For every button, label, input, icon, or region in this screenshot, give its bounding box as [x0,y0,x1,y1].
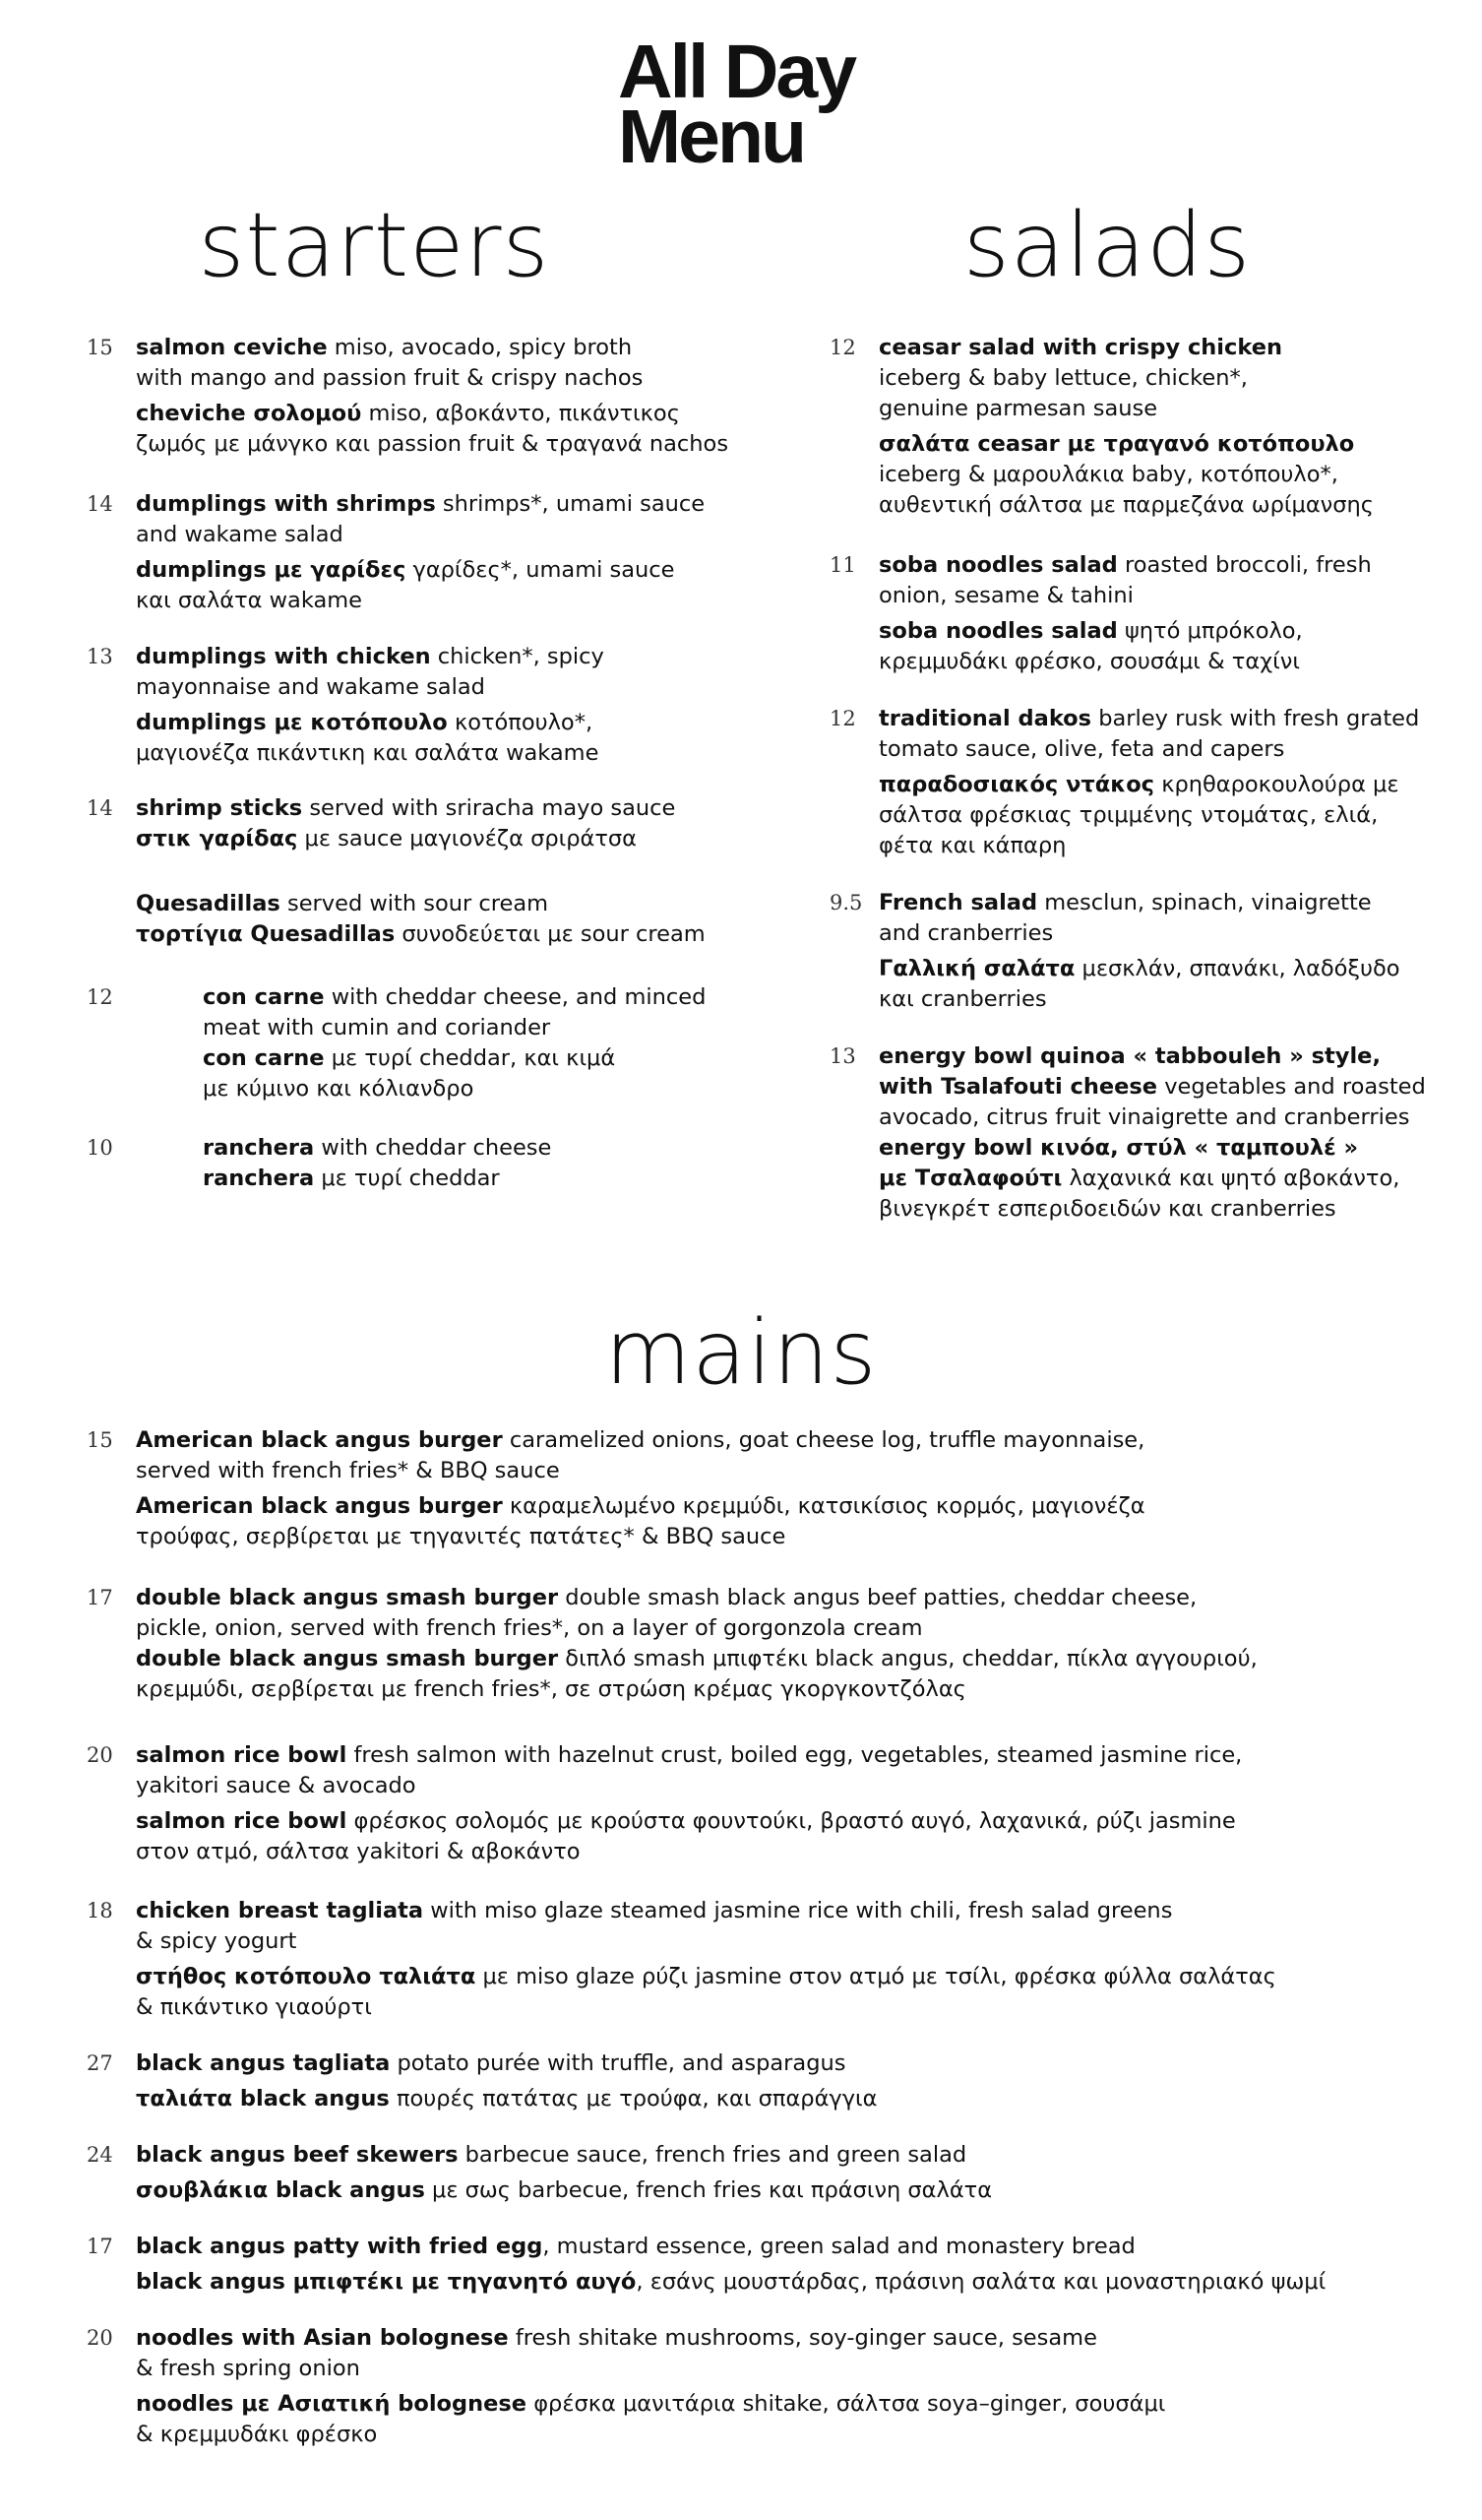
item-name-en: black angus beef skewers [136,2142,459,2168]
item-desc-gr: καραμελωμένο κρεμμύδι, κατσικίσιος κορμός, μαγιονέζα [509,1493,1145,1519]
item-desc-gr: iceberg & μαρουλάκια baby, κοτόπουλο*, [879,462,1338,487]
item-name-gr: σουβλάκια black angus [136,2177,425,2203]
item-desc-gr: & κρεμμυδάκι φρέσκο [136,2422,378,2447]
item-name-gr: στικ γαρίδας [136,826,298,851]
item-desc-en: fresh salmon with hazelnut crust, boiled egg, vegetables, steamed jasmine rice, [353,1742,1243,1768]
item-desc-en: tomato sauce, olive, feta and capers [879,736,1285,762]
item-desc-en: with cheddar cheese, and minced [331,984,707,1010]
item-price: 17 [87,2235,113,2258]
item-desc-gr: κρεμμυδάκι φρέσκο, σουσάμι & ταχίνι [879,649,1300,674]
item-desc-gr: μεσκλάν, σπανάκι, λαδόξυδο [1081,956,1400,981]
item-desc-gr: λαχανικά και ψητό αβοκάντο, [1069,1166,1400,1191]
item-price: 12 [830,707,856,730]
item-name-en: chicken breast tagliata [136,1898,424,1923]
item-desc-en: avocado, citrus fruit vinaigrette and cranberries [879,1104,1410,1130]
item-price: 20 [87,2326,113,2350]
item-desc-gr: συνοδεύεται με sour cream [401,921,706,947]
item-desc-gr: κοτόπουλο*, [454,710,593,735]
salads-heading: salads [962,194,1252,297]
item-name-gr: dumplings με γαρίδες [136,557,406,583]
item-name-en: noodles with Asian bolognese [136,2325,509,2351]
item-desc-en: genuine parmesan sause [879,396,1158,421]
item-desc-en: & spicy yogurt [136,1928,297,1954]
item-desc-en: served with sriracha mayo sauce [309,795,676,821]
item-desc-en: iceberg & baby lettuce, chicken*, [879,365,1248,391]
item-desc-gr: με σως barbecue, french fries και πράσινη σαλάτα [432,2177,993,2203]
item-desc-en: shrimps*, umami sauce [442,491,706,517]
item-desc-en: miso, avocado, spicy broth [334,335,633,360]
item-name-en: traditional dakos [879,706,1092,731]
item-price: 15 [87,1428,113,1452]
item-name-gr: energy bowl κινόα, στύλ « ταμπουλέ » [879,1135,1358,1161]
item-name-gr: σαλάτα ceasar με τραγανό κοτόπουλο [879,431,1355,457]
item-desc-gr: τρούφας, σερβίρεται με τηγανιτές πατάτες* & BBQ sauce [136,1524,786,1549]
item-name-gr: American black angus burger [136,1493,503,1519]
item-name-gr: Γαλλική σαλάτα [879,956,1076,981]
item-name-en: black angus patty with fried egg [136,2234,543,2259]
item-desc-en: barley rusk with fresh grated [1098,706,1420,731]
item-desc-gr: διπλό smash μπιφτέκι black angus, cheddar, πίκλα αγγουριού, [565,1646,1258,1671]
item-desc-en: with miso glaze steamed jasmine rice with chili, fresh salad greens [430,1898,1173,1923]
item-desc-gr: και σαλάτα wakame [136,588,362,613]
item-name-en: con carne [203,984,325,1010]
item-desc-gr: ζωμός με μάνγκο και passion fruit & τραγανά nachos [136,431,729,457]
item-price: 27 [87,2051,113,2075]
item-name-en: black angus tagliata [136,2050,391,2076]
item-name-gr: cheviche σολομού [136,401,362,426]
item-price: 24 [87,2143,113,2167]
item-name-gr: noodles με Ασιατική bolognese [136,2391,527,2417]
item-desc-gr: και cranberries [879,986,1047,1012]
menu-title [618,30,913,179]
item-price: 20 [87,1743,113,1767]
item-name-gr: ranchera [203,1166,315,1191]
item-desc-en: vegetables and roasted [1164,1074,1426,1100]
item-desc-gr: μαγιονέζα πικάντικη και σαλάτα wakame [136,740,599,766]
starters-heading: starters [198,194,550,297]
item-desc-gr: αυθεντική σάλτσα με παρμεζάνα ωρίμανσης [879,492,1374,518]
item-name-en: Quesadillas [136,891,280,916]
item-desc-en: meat with cumin and coriander [203,1015,551,1040]
item-name-en: dumplings with chicken [136,644,431,669]
item-desc-en: and wakame salad [136,522,343,547]
item-price: 18 [87,1899,113,1922]
item-desc-gr: miso, αβοκάντο, πικάντικος [368,401,680,426]
menu-title-line: Menu [618,94,805,179]
item-desc-gr: με τυρί cheddar, και κιμά [331,1045,616,1071]
item-desc-en: potato purée with truffle, and asparagus [397,2050,846,2076]
item-desc-en: roasted broccoli, fresh [1124,552,1372,578]
item-name-gr: con carne [203,1045,325,1071]
item-desc-gr: πουρές πατάτας με τρούφα, και σπαράγγια [396,2086,878,2111]
item-desc-gr: γαρίδες*, umami sauce [412,557,675,583]
item-desc-en: and cranberries [879,920,1054,946]
item-name-gr: στήθος κοτόπουλο ταλιάτα [136,1964,476,1989]
item-desc-gr: με τυρί cheddar [321,1166,500,1191]
item-name-en: ranchera [203,1135,315,1161]
item-price: 9.5 [830,891,863,914]
item-desc-en: fresh shitake mushrooms, soy-ginger sauce, sesame [515,2325,1097,2351]
item-desc-gr: σάλτσα φρέσκιας τριμμένης ντομάτας, ελιά, [879,802,1379,828]
item-price: 17 [87,1586,113,1609]
item-price: 11 [830,553,856,577]
item-name-en: dumplings with shrimps [136,491,436,517]
item-name-gr: με Τσαλαφούτι [879,1166,1063,1191]
item-desc-gr: βινεγκρέτ εσπεριδοειδών και cranberries [879,1196,1336,1222]
item-desc-gr: με miso glaze ρύζι jasmine στον ατμό με τσίλι, φρέσκα φύλλα σαλάτας [482,1964,1276,1989]
item-desc-en: pickle, onion, served with french fries*, on a layer of gorgonzola cream [136,1615,923,1641]
item-desc-en: barbecue sauce, french fries and green salad [464,2142,967,2168]
item-desc-en: , mustard essence, green salad and monastery bread [542,2234,1136,2259]
item-desc-en: caramelized onions, goat cheese log, truffle mayonnaise, [509,1427,1145,1453]
item-name-en: salmon ceviche [136,335,328,360]
item-price: 13 [87,645,113,668]
item-desc-en: with mango and passion fruit & crispy nachos [136,365,644,391]
item-desc-gr: , εσάνς μουστάρδας, πράσινη σαλάτα και μοναστηριακό ψωμί [636,2269,1327,2295]
item-desc-en: onion, sesame & tahini [879,583,1134,608]
item-name-gr: double black angus smash burger [136,1646,559,1671]
item-price: 13 [830,1044,856,1068]
item-name-gr: black angus μπιφτέκι με τηγανητό αυγό [136,2269,637,2295]
item-name-en: double black angus smash burger [136,1585,559,1610]
item-desc-en: served with sour cream [286,891,549,916]
item-price: 14 [87,492,113,516]
item-desc-gr: με sauce μαγιονέζα σριράτσα [304,826,638,851]
item-desc-gr: φρέσκα μανιτάρια shitake, σάλτσα soya–ginger, σουσάμι [533,2391,1166,2417]
item-desc-gr: κρηθαροκουλούρα με [1161,772,1399,797]
item-desc-en: double smash black angus beef patties, cheddar cheese, [565,1585,1198,1610]
item-name-en: shrimp sticks [136,795,303,821]
item-desc-en: mayonnaise and wakame salad [136,674,485,700]
item-name-en: American black angus burger [136,1427,503,1453]
item-name-en: salmon rice bowl [136,1742,347,1768]
item-price: 15 [87,336,113,359]
item-name-gr: salmon rice bowl [136,1808,347,1834]
item-name-gr: soba noodles salad [879,618,1118,644]
item-desc-gr: & πικάντικο γιαούρτι [136,1994,372,2020]
item-name-en: with Tsalafouti cheese [879,1074,1158,1100]
item-desc-en: with cheddar cheese [321,1135,552,1161]
item-name-gr: τορτίγια Quesadillas [136,921,396,947]
item-name-en: French salad [879,890,1038,915]
item-desc-gr: ψητό μπρόκολο, [1124,618,1303,644]
item-price: 12 [830,336,856,359]
item-name-en: ceasar salad with crispy chicken [879,335,1282,360]
item-name-gr: dumplings με κοτόπουλο [136,710,448,735]
item-name-gr: ταλιάτα black angus [136,2086,390,2111]
item-desc-gr: φρέσκος σολομός με κρούστα φουντούκι, βραστό αυγό, λαχανικά, ρύζι jasmine [353,1808,1236,1834]
item-desc-gr: κρεμμύδι, σερβίρεται με french fries*, σε στρώση κρέμας γκοργκοντζόλας [136,1676,966,1702]
item-desc-en: yakitori sauce & avocado [136,1773,416,1798]
item-desc-gr: στον ατμό, σάλτσα yakitori & αβοκάντο [136,1839,581,1864]
item-desc-en: & fresh spring onion [136,2356,360,2381]
item-desc-en: mesclun, spinach, vinaigrette [1044,890,1372,915]
item-price: 10 [87,1136,113,1160]
item-desc-en: served with french fries* & BBQ sauce [136,1458,560,1483]
item-price: 14 [87,796,113,820]
mains-heading: mains [604,1301,878,1405]
item-name-en: energy bowl quinoa « tabbouleh » style, [879,1043,1381,1069]
item-price: 12 [87,985,113,1009]
item-desc-gr: με κύμινο και κόλιανδρο [203,1076,474,1102]
menu-title-line: All Day [618,30,855,114]
item-name-gr: παραδοσιακός ντάκος [879,772,1155,797]
item-desc-en: chicken*, spicy [437,644,604,669]
item-name-en: soba noodles salad [879,552,1118,578]
item-desc-gr: φέτα και κάπαρη [879,833,1067,858]
